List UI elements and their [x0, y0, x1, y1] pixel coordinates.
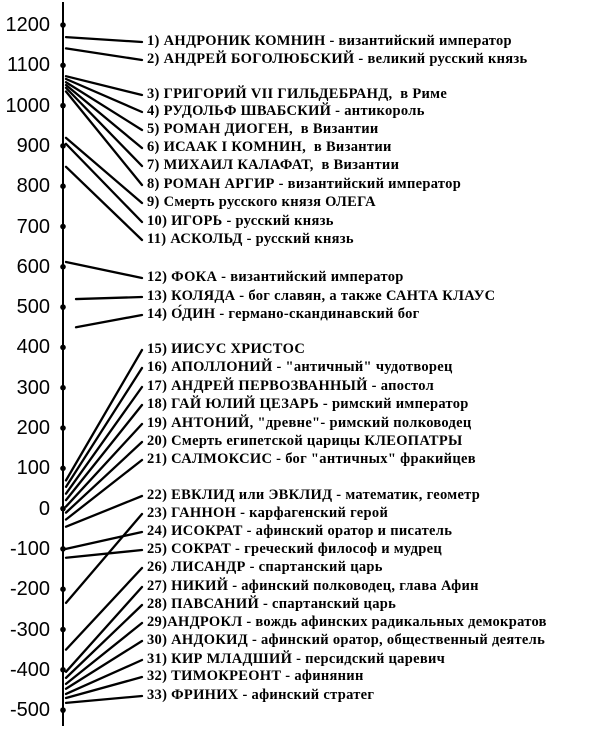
axis-tick-dot: [60, 466, 66, 472]
axis-tick-label: 600: [16, 255, 50, 278]
connector-line-29: [66, 623, 142, 684]
connector-line-1: [66, 37, 142, 42]
axis-tick-dot: [60, 627, 66, 633]
timeline-entry-label-27: 27) НИКИЙ - афинский полководец, глава Афин: [147, 578, 479, 594]
timeline-entry-label-31: 31) КИР МЛАДШИЙ - персидский царевич: [147, 651, 446, 667]
connector-line-24: [66, 532, 142, 549]
timeline-entry-label-16: 16) АПОЛЛОНИЙ - "античный" чудотворец: [147, 359, 453, 375]
timeline-entry-label-19: 19) АНТОНИЙ, "древне"- римский полководец: [147, 415, 472, 431]
connector-line-14: [76, 315, 142, 327]
timeline-entry-label-10: 10) ИГОРЬ - русский князь: [147, 213, 334, 229]
timeline-entry-label-14: 14) О́ДИН - германо-скандинавский бог: [147, 306, 420, 322]
timeline-entry-label-2: 2) АНДРЕЙ БОГОЛЮБСКИЙ - великий русский князь: [147, 51, 528, 67]
timeline-entry-label-6: 6) ИСААК I КОМНИН, в Византии: [147, 139, 392, 155]
axis-tick-label: 500: [16, 296, 50, 319]
axis-tick-label: -500: [9, 699, 50, 722]
timeline-entry-label-12: 12) ФОКА - византийский император: [147, 269, 404, 285]
axis-tick-label: 700: [16, 215, 50, 238]
axis-tick-dot: [60, 345, 66, 351]
timeline-entry-label-18: 18) ГАЙ ЮЛИЙ ЦЕЗАРЬ - римский император: [147, 396, 469, 412]
connector-line-2: [66, 48, 142, 60]
timeline-entry-label-17: 17) АНДРЕЙ ПЕРВОЗВАННЫЙ - апостол: [147, 378, 435, 394]
axis-tick-dot: [60, 63, 66, 69]
timeline-entry-label-15: 15) ИИСУС ХРИСТОС: [147, 341, 306, 357]
timeline-entry-label-22: 22) ЕВКЛИД или ЭВКЛИД - математик, геометр: [147, 487, 481, 503]
timeline-entry-label-7: 7) МИХАИЛ КАЛАФАТ, в Византии: [147, 157, 400, 173]
timeline-entry-label-5: 5) РОМАН ДИОГЕН, в Византии: [147, 121, 379, 137]
connector-line-27: [66, 587, 142, 672]
axis-tick-label: -300: [9, 618, 50, 641]
timeline-entry-label-1: 1) АНДРОНИК КОМНИН - византийский император: [147, 33, 512, 49]
timeline-entry-label-26: 26) ЛИСАНДР - спартанский царь: [147, 559, 383, 575]
timeline-entry-label-30: 30) АНДОКИД - афинский оратор, общественный деятель: [147, 632, 546, 648]
timeline-entry-label-25: 25) СОКРАТ - греческий философ и мудрец: [147, 541, 443, 557]
connector-line-23: [66, 514, 142, 603]
axis-tick-label: 900: [16, 134, 50, 157]
axis-tick-label: 300: [16, 376, 50, 399]
timeline-entry-label-33: 33) ФРИНИХ - афинский стратег: [147, 687, 375, 703]
timeline-entry-label-32: 32) ТИМОКРЕОНТ - афинянин: [147, 668, 364, 684]
timeline-entry-label-4: 4) РУДОЛЬФ ШВАБСКИЙ - антикороль: [147, 103, 425, 119]
timeline-entry-label-9: 9) Смерть русского князя ОЛЕГА: [147, 194, 376, 210]
connector-line-13: [76, 297, 142, 299]
axis-tick-dot: [60, 22, 66, 28]
axis-tick-dot: [60, 385, 66, 391]
connector-line-32: [66, 677, 142, 698]
axis-tick-label: 0: [38, 497, 50, 520]
axis-tick-label: 1200: [5, 14, 50, 36]
timeline-entry-label-20: 20) Смерть египетской царицы КЛЕОПАТРЫ: [147, 433, 463, 449]
connector-line-25: [66, 550, 142, 558]
axis-tick-label: -200: [9, 578, 50, 601]
axis-tick-label: 400: [16, 336, 50, 359]
axis-tick-dot: [60, 586, 66, 592]
axis-tick-dot: [60, 425, 66, 431]
axis-tick-label: 1100: [6, 54, 50, 77]
connector-line-3: [66, 76, 142, 95]
axis-tick-dot: [60, 264, 66, 270]
connector-line-15: [66, 350, 142, 480]
connector-line-26: [66, 568, 142, 650]
timeline-entry-label-23: 23) ГАННОН - карфагенский герой: [147, 505, 389, 521]
axis-tick-label: -400: [9, 658, 50, 681]
connector-line-12: [66, 262, 142, 278]
axis-tick-dot: [60, 183, 66, 189]
axis-tick-label: 200: [16, 417, 50, 439]
timeline-entry-label-13: 13) КОЛЯДА - бог славян, а также САНТА КЛАУС: [147, 288, 496, 304]
timeline-entry-label-24: 24) ИСОКРАТ - афинский оратор и писатель: [147, 523, 453, 539]
axis-tick-dot: [60, 304, 66, 310]
axis-tick-dot: [60, 103, 66, 109]
connector-line-28: [66, 605, 142, 678]
timeline-entry-label-28: 28) ПАВСАНИЙ - спартанский царь: [147, 596, 397, 612]
timeline-entry-label-21: 21) САЛМОКСИС - бог "античных" фракийцев: [147, 451, 476, 467]
connector-line-33: [66, 696, 142, 703]
connector-line-11: [66, 167, 142, 240]
axis-tick-dot: [60, 707, 66, 713]
axis-tick-label: -100: [9, 537, 50, 560]
timeline-entry-label-29: 29)АНДРОКЛ - вождь афинских радикальных демократов: [147, 614, 547, 630]
timeline-entry-label-8: 8) РОМАН АРГИР - византийский император: [147, 176, 462, 192]
axis-tick-label: 800: [16, 175, 50, 198]
timeline-entry-label-11: 11) АСКОЛЬД - русский князь: [147, 231, 354, 247]
axis-tick-label: 1000: [5, 94, 50, 117]
axis-tick-label: 100: [16, 457, 50, 480]
axis-tick-dot: [60, 224, 66, 230]
timeline-entry-label-3: 3) ГРИГОРИЙ VII ГИЛЬДЕБРАНД, в Риме: [147, 86, 448, 102]
connector-line-19: [66, 424, 142, 507]
